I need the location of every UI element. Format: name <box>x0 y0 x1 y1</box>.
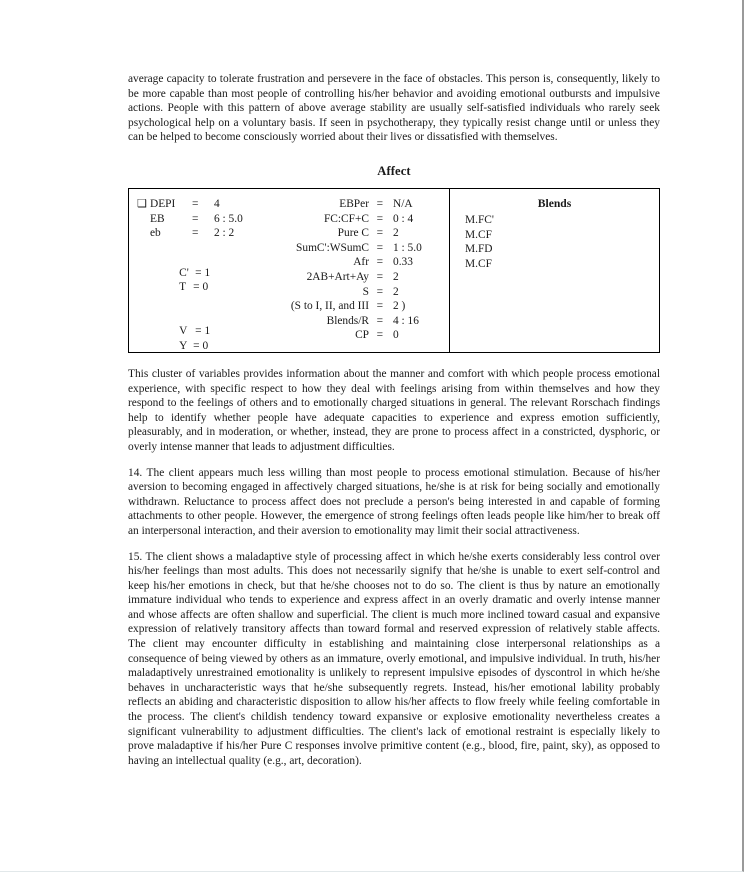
affect-row-fc-cfc <box>291 212 439 227</box>
affect-row-sumc-wsumc <box>291 241 439 256</box>
ebper-label: EBPer <box>339 197 369 210</box>
fc-cfc-equals: = <box>376 212 383 225</box>
afr-value: 0.33 <box>393 256 413 269</box>
eb-label: EB <box>150 212 165 225</box>
s-equals: = <box>376 285 383 298</box>
blends-column-title: Blends <box>537 196 572 210</box>
affect-row-s-to-cards <box>291 299 439 314</box>
cp-equals: = <box>376 329 383 342</box>
affect-pair-row-v-y <box>145 309 241 367</box>
affect-determinant-pairs <box>145 251 241 368</box>
s-to-cards-label: (S to I, II, and III <box>290 300 369 313</box>
affect-row-eb-small <box>137 226 243 241</box>
blend-item: M.FD <box>465 243 493 256</box>
eb-spacer <box>137 212 150 227</box>
affect-pair-y <box>179 340 208 352</box>
afr-equals: = <box>376 256 383 269</box>
affect-row-2ab-art-ay <box>291 270 439 285</box>
page-content <box>128 72 660 768</box>
affect-secondary-column <box>291 197 439 343</box>
cluster-description-paragraph: This cluster of variables provides information about the manner and comfort with which people process emotional experience, with specific respect to how they deal with feelings arising from within themselves and how they respond to the feelings of others and to emotionally charged situations in general. The relevant Rorschach findings help to identify whether people have adequate capacities to experience and express emotion sufficiently, pleasurably, and in moderation, or whether, instead, they are prone to process affect in a constricted, dysphoric, or overly intense manner that leads to adjustment difficulties. <box>128 367 660 453</box>
s-label: S <box>362 285 369 298</box>
affect-table-left-cell <box>129 189 450 352</box>
blend-item: M.CF <box>465 257 492 270</box>
y-value: = 0 <box>193 339 209 352</box>
pure-c-value: 2 <box>393 227 399 240</box>
affect-row-eb <box>137 212 243 227</box>
c-prime-value: = 1 <box>195 266 211 279</box>
ebper-equals: = <box>376 197 383 210</box>
affect-primary-column <box>137 197 243 241</box>
affect-pair-v <box>179 324 241 339</box>
affect-row-cp <box>291 328 439 343</box>
blends-r-value: 4 : 16 <box>393 314 419 327</box>
affect-pair-t <box>179 281 208 293</box>
sumc-wsumc-equals: = <box>376 241 383 254</box>
affect-table-blends-cell <box>450 189 659 352</box>
blends-r-equals: = <box>376 314 383 327</box>
2ab-art-ay-equals: = <box>376 270 383 283</box>
v-value: = 1 <box>195 324 211 337</box>
paragraph-15: 15. The client shows a maladaptive style of processing affect in which he/she exerts considerably less control over his/her feelings than most adults. This does not necessarily signify that he/she is unable to exert self-control and keep his/her emotions in check, but that he/she chooses not to do so. The client is thus by nature an emotionally immature individual who tends to experience and express affect in an overly dramatic and overly intense manner and whose affects are often shallow and superficial. The client is much more inclined toward casual and expansive expression of relatively transitory affects than toward formal and reserved expression of relatively stable affects. The client may encounter difficulty in establishing and maintaining close interpersonal relationships as a consequence of being viewed by others as an immature, overly emotional, and impulsive individual. In truth, his/her maladaptively unrestrained emotionality is unlikely to represent impulsive episodes of dyscontrol in which he/she behaves in uncharacteristic ways that he/she subsequently regrets. Instead, his/her emotional lability probably reflects an abiding and characteristic disposition to allow his/her affects to flow freely while feeling comfortable in the process. The client's childish tendency toward expansive or explosive emotionality nevertheless creates a significant vulnerability to adjustment difficulties. The client's lack of emotional restraint is especially likely to prove maladaptive if his/her Pure C responses involve primitive content (e.g., blood, fire, paint, sky), as opposed to having an intellectual quality (e.g., art, decoration). <box>128 550 660 767</box>
2ab-art-ay-label: 2AB+Art+Ay <box>306 270 369 283</box>
pure-c-equals: = <box>376 227 383 240</box>
affect-row-pure-c <box>291 226 439 241</box>
eb-small-spacer <box>137 226 150 241</box>
cp-value: 0 <box>393 329 399 342</box>
affect-row-ebper <box>291 197 439 212</box>
affect-row-blends-r <box>291 314 439 329</box>
sumc-wsumc-value: 1 : 5.0 <box>393 241 422 254</box>
blend-item: M.FC' <box>465 213 494 226</box>
ebper-value: N/A <box>393 197 413 210</box>
cp-label: CP <box>355 329 369 342</box>
blend-item: M.CF <box>465 228 492 241</box>
intro-paragraph: average capacity to tolerate frustration and persevere in the face of obstacles. This person is, consequently, likely to be more capable than most people of controlling his/her behavior and avoiding emotional outbursts and impulsive actions. People with this pattern of above average stability are usually self-satisfied individuals who rarely seek psychological help on a voluntary basis. If seen in psychotherapy, they typically resist change until or unless they can be helped to become consciously worried about their lives or dissatisfied with themselves. <box>128 73 660 144</box>
eb-small-value: 2 : 2 <box>214 227 235 240</box>
afr-label: Afr <box>353 256 369 269</box>
paragraph-14: 14. The client appears much less willing than most people to process emotional stimulation. Because of his/her aversion to becoming engaged in affectively charged situations, he/she is at risk for being socially and emotionally withdrawn. Reluctance to process affect does not preclude a person's being interested in and capable of forming attachments to other people. However, the emergence of strong feelings often leads people like him/her to break off an interpersonal interaction, and their aversion to emotionality may limit their social attractiveness. <box>128 466 660 537</box>
fc-cfc-value: 0 : 4 <box>393 212 414 225</box>
eb-equals: = <box>192 212 199 225</box>
affect-pair-row-c-t <box>145 251 241 309</box>
affect-row-s <box>291 285 439 300</box>
affect-pair-c <box>179 266 241 281</box>
s-to-cards-value: 2 ) <box>393 300 406 313</box>
blends-list <box>465 213 494 271</box>
t-label: T <box>179 281 187 294</box>
depi-equals: = <box>192 197 199 210</box>
fc-cfc-label: FC:CF+C <box>323 212 369 225</box>
v-label: V <box>179 324 188 337</box>
s-to-cards-equals: = <box>376 300 383 313</box>
eb-value: 6 : 5.0 <box>214 212 243 225</box>
eb-small-equals: = <box>192 227 199 240</box>
pure-c-label: Pure C <box>337 227 369 240</box>
section-heading-affect: Affect <box>377 163 411 178</box>
affect-row-depi <box>137 197 243 212</box>
2ab-art-ay-value: 2 <box>393 270 399 283</box>
depi-value: 4 <box>214 197 220 210</box>
s-value: 2 <box>393 285 399 298</box>
depi-label: DEPI <box>150 197 176 210</box>
affect-variables-table <box>128 188 660 353</box>
t-value: = 0 <box>193 281 209 294</box>
y-label: Y <box>179 339 188 352</box>
blends-r-label: Blends/R <box>326 314 369 327</box>
depi-checkbox-icon[interactable]: ❑ <box>137 197 147 210</box>
affect-row-afr <box>291 255 439 270</box>
eb-small-label: eb <box>150 227 161 240</box>
sumc-wsumc-label: SumC':WSumC <box>296 241 369 254</box>
c-prime-label: C' <box>179 266 189 279</box>
